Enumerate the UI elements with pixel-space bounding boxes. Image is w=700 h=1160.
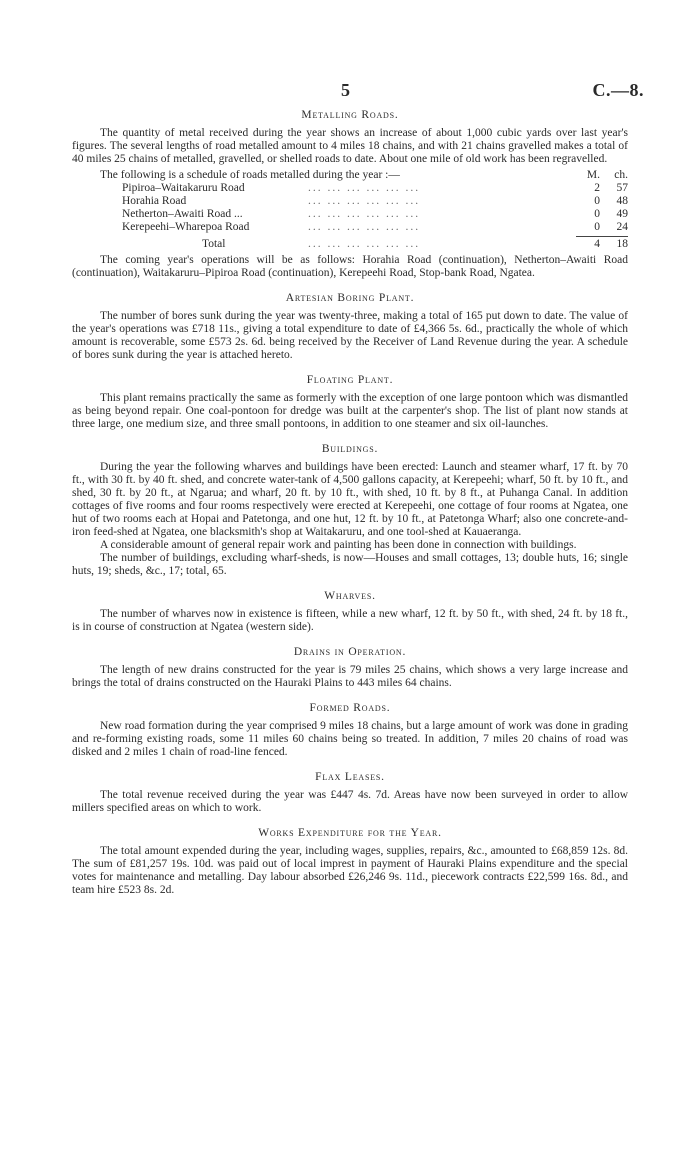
leader-dots: ... ... ... ... ... ... bbox=[308, 208, 421, 220]
miles-value: 0 bbox=[594, 221, 600, 233]
paragraph: The number of wharves now in existence is fifteen, while a new wharf, 12 ft. by 50 ft., with shed, 24 ft. by 18 ft., is in course of construction at Ngatea (western side). bbox=[72, 608, 628, 633]
chains-value: 24 bbox=[616, 221, 628, 233]
schedule-row bbox=[72, 208, 628, 221]
leader-dots: ... ... ... ... ... ... bbox=[308, 238, 421, 250]
paragraph: A considerable amount of general repair work and painting has been done in connection with buildings. bbox=[100, 539, 577, 551]
section-heading: Buildings. bbox=[321, 443, 379, 455]
schedule-total-row bbox=[72, 238, 628, 251]
column-header-miles: M. bbox=[586, 169, 600, 181]
section-formed-roads bbox=[72, 702, 628, 759]
leader-dots: ... ... ... ... ... ... bbox=[308, 221, 421, 233]
section-heading: Wharves. bbox=[324, 590, 376, 602]
miles-value: 0 bbox=[594, 195, 600, 207]
section-metalling-roads bbox=[72, 109, 628, 280]
leader-dots: ... ... ... ... ... ... bbox=[308, 182, 421, 194]
total-rule bbox=[576, 236, 628, 237]
paragraph: The number of bores sunk during the year was twenty-three, making a total of 165 put down to date. The value of the year's operations was £718 11s., giving a total expenditure to date of £4,366 5s. 6d., practically the whole of which amount is recoverable, some £573 2s. 6d. being received by the Receiver of Land Revenue during the year. A schedule of bores sunk during the year is attached hereto. bbox=[72, 310, 628, 361]
total-miles: 4 bbox=[594, 238, 600, 250]
schedule-row bbox=[72, 221, 628, 234]
road-name: Netherton–Awaiti Road ... bbox=[122, 208, 243, 220]
column-header-chains: ch. bbox=[614, 169, 628, 181]
series-code: C.—8. bbox=[592, 80, 644, 100]
paragraph: The total revenue received during the year was £447 4s. 7d. Areas have now been surveyed in order to allow millers specified areas on which to work. bbox=[72, 789, 628, 814]
paragraph: The number of buildings, excluding wharf-sheds, is now—Houses and small cottages, 13; double huts, 16; single huts, 19; sheds, &c., 17; total, 65. bbox=[72, 552, 628, 577]
section-heading: Drains in Operation. bbox=[293, 646, 407, 658]
section-floating-plant bbox=[72, 374, 628, 431]
schedule-row bbox=[72, 195, 628, 208]
paragraph: The length of new drains constructed for the year is 79 miles 25 chains, which shows a very large increase and brings the total of drains constructed on the Hauraki Plains to 443 miles 64 chains. bbox=[72, 664, 628, 689]
section-works-expenditure bbox=[72, 827, 628, 897]
page-number: 5 bbox=[341, 80, 350, 100]
miles-value: 0 bbox=[594, 208, 600, 220]
miles-value: 2 bbox=[594, 182, 600, 194]
section-wharves bbox=[72, 590, 628, 634]
paragraph: The quantity of metal received during the year shows an increase of about 1,000 cubic yards over last year's figures. The several lengths of road metalled amount to 4 miles 18 chains, and with 21 chains gravelled makes a total of 40 miles 25 chains of metalled, gravelled, or shelled roads to date. About one mile of old work has been regravelled. bbox=[72, 127, 628, 165]
section-heading: Works Expenditure for the Year. bbox=[258, 827, 442, 839]
total-chains: 18 bbox=[616, 238, 628, 250]
section-heading: Formed Roads. bbox=[309, 702, 391, 714]
section-artesian-boring bbox=[72, 292, 628, 362]
road-name: Horahia Road bbox=[122, 195, 187, 207]
section-buildings bbox=[72, 443, 628, 578]
document-body bbox=[72, 109, 628, 909]
total-label: Total bbox=[202, 238, 226, 250]
section-heading: Artesian Boring Plant. bbox=[285, 292, 415, 304]
paragraph: This plant remains practically the same as formerly with the exception of one large pontoon which was dismantled as being beyond repair. One coal-pontoon for dredge was built at the carpenter's shop. The list of plant now stands at three large, one medium size, and three small pontoons, in addition to one steamer and six oil-launches. bbox=[72, 392, 628, 430]
schedule-row bbox=[72, 182, 628, 195]
leader-dots: ... ... ... ... ... ... bbox=[308, 195, 421, 207]
section-heading: Metalling Roads. bbox=[301, 109, 399, 121]
paragraph: The total amount expended during the year, including wages, supplies, repairs, &c., amounted to £68,859 12s. 8d. The sum of £81,257 19s. 10d. was paid out of local imprest in payment of Hauraki Plains expenditure and the special votes for maintenance and metalling. Day labour absorbed £26,246 9s. 11d., piecework contracts £22,599 16s. 8d., and team hire £523 8s. 2d. bbox=[72, 845, 628, 896]
chains-value: 57 bbox=[616, 182, 628, 194]
chains-value: 49 bbox=[616, 208, 628, 220]
road-name: Kerepeehi–Wharepoa Road bbox=[122, 221, 250, 233]
schedule-intro: The following is a schedule of roads metalled during the year :— bbox=[100, 169, 400, 181]
paragraph: The coming year's operations will be as follows: Horahia Road (continuation), Netherton–Awaiti Road (continuation), Waitakaruru–Pipiroa Road (continuation), Kerepeehi Road, Stop-bank Road, Ngatea. bbox=[72, 254, 628, 279]
section-heading: Flax Leases. bbox=[315, 771, 385, 783]
schedule-intro-row bbox=[72, 169, 628, 182]
paragraph: During the year the following wharves and buildings have been erected: Launch and steamer wharf, 17 ft. by 70 ft., with 30 ft. by 40 ft. shed, and concrete water-tank of 4,500 gallons capacity, at Kerepeehi; wharf, 50 ft. by 10 ft., and shed, 30 ft. by 20 ft., at Ngarua; and wharf, 20 ft. by 10 ft., with shed, 10 ft. by 8 ft., at Puhanga Canal. In addition cottages of five rooms and four rooms respectively were erected at Kerepeehi, one cottage of four rooms at Ngatea, one hut of two rooms each at Hopai and Patetonga, and one hut, 12 ft. by 10 ft., at Patetonga Wharf; also one concrete-and-iron feed-shed at Ngatea, one blacksmith's shop at Waitakaruru, and one tool-shed at Kauaeranga. bbox=[72, 461, 628, 538]
section-drains bbox=[72, 646, 628, 690]
road-name: Pipiroa–Waitakaruru Road bbox=[122, 182, 245, 194]
page-header bbox=[0, 80, 700, 104]
roads-schedule bbox=[72, 169, 628, 251]
section-flax-leases bbox=[72, 771, 628, 815]
chains-value: 48 bbox=[616, 195, 628, 207]
paragraph: New road formation during the year comprised 9 miles 18 chains, but a large amount of work was done in grading and re-forming existing roads, some 11 miles 60 chains being so treated. In addition, 7 miles 20 chains of road was disked and 2 miles 1 chain of road-line fenced. bbox=[72, 720, 628, 758]
section-heading: Floating Plant. bbox=[306, 374, 394, 386]
